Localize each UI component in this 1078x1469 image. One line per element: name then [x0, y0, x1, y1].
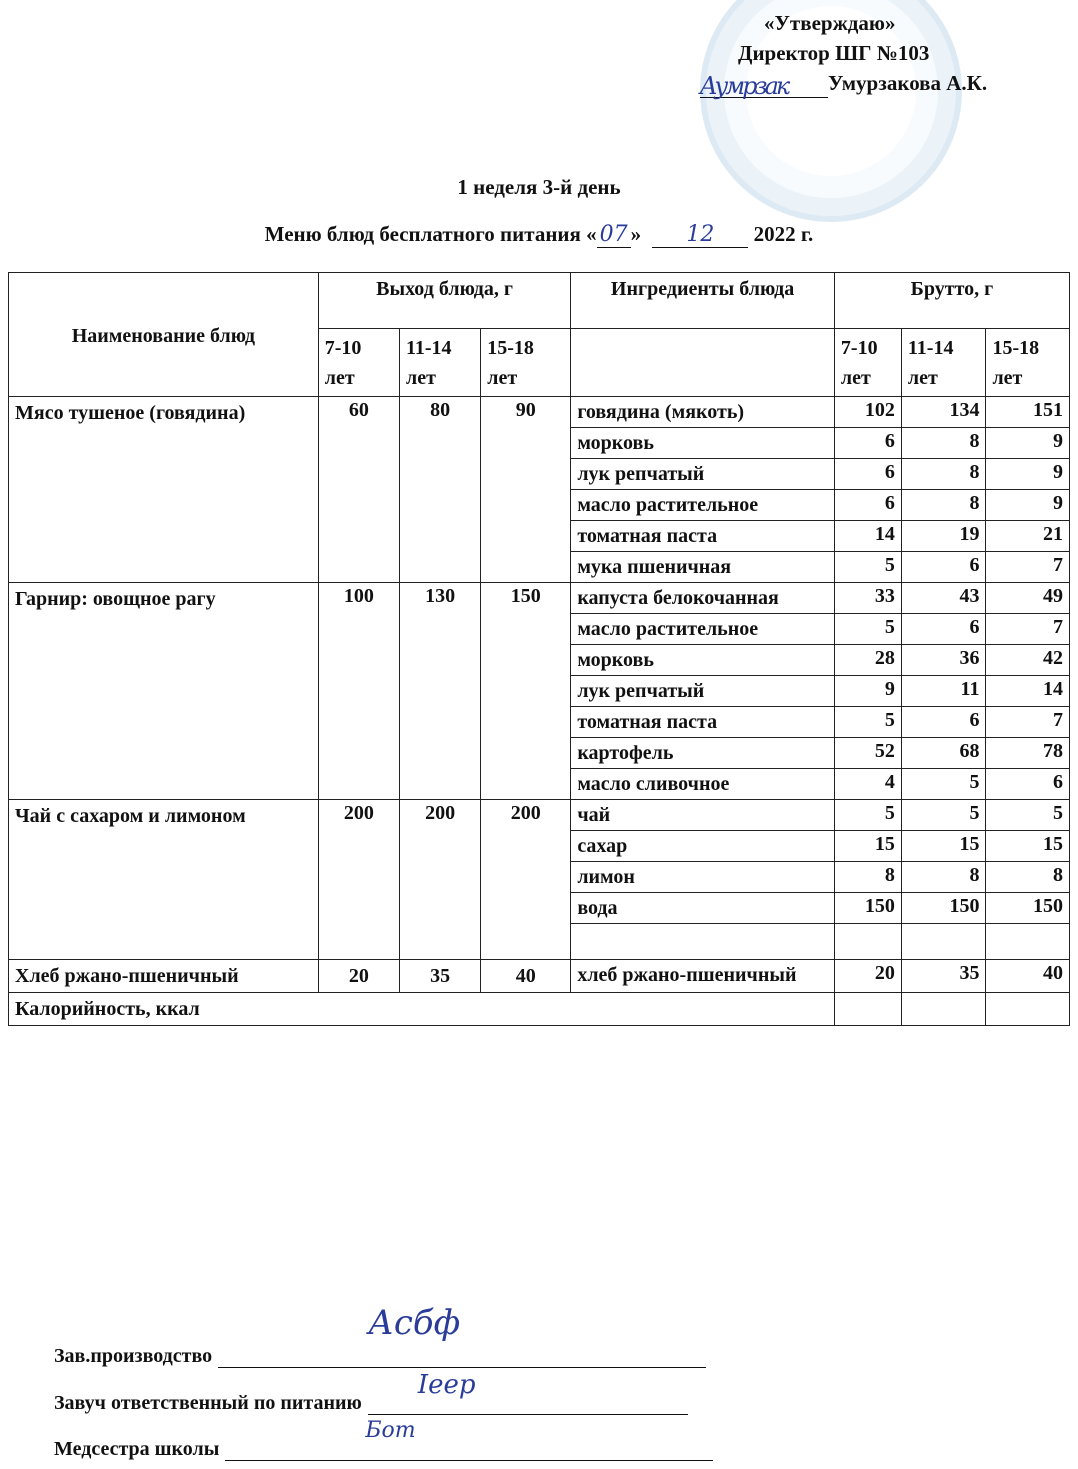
ingredient-brutto: 8: [901, 459, 986, 490]
ingredient-name: морковь: [571, 428, 835, 459]
ingredient-name: морковь: [571, 645, 835, 676]
ingredient-brutto: 134: [901, 397, 986, 428]
ingredient-brutto: 6: [834, 428, 901, 459]
ingredient-brutto: 8: [986, 862, 1070, 893]
dish-output: 60: [318, 397, 399, 583]
ingredient-brutto: [986, 924, 1070, 960]
ingredient-brutto: 28: [834, 645, 901, 676]
ingredient-brutto: 6: [901, 614, 986, 645]
ingredient-brutto: 5: [834, 707, 901, 738]
ingredient-brutto: 7: [986, 614, 1070, 645]
menu-title: [0, 222, 1078, 248]
school-nurse-signature-line: [225, 1418, 713, 1461]
ingredient-name: [571, 924, 835, 960]
menu-month: 12: [652, 222, 748, 248]
signature-school-nurse: [54, 1418, 713, 1461]
ingredient-brutto: 78: [986, 738, 1070, 769]
ingredient-brutto: 8: [901, 490, 986, 521]
ingredient-brutto: 21: [986, 521, 1070, 552]
dish-name: Чай с сахаром и лимоном: [9, 800, 319, 960]
ingredient-brutto: 5: [834, 800, 901, 831]
ingredient-name: капуста белокочанная: [571, 583, 835, 614]
ingredient-name: сахар: [571, 831, 835, 862]
ingredient-name: лук репчатый: [571, 676, 835, 707]
dish-output: 80: [399, 397, 480, 583]
ingredient-brutto: 5: [986, 800, 1070, 831]
dish-output: 200: [399, 800, 480, 960]
ingredient-brutto: 7: [986, 707, 1070, 738]
ingredient-brutto: 5: [834, 614, 901, 645]
calories-11-14: [901, 993, 986, 1026]
production-head-label: Зав.производство: [54, 1345, 213, 1367]
calories-7-10: [834, 993, 901, 1026]
col-dish-header: Наименование блюд: [9, 273, 319, 397]
menu-quote-close: »: [630, 222, 642, 246]
ingredient-brutto: 49: [986, 583, 1070, 614]
ingredient-brutto: 6: [986, 769, 1070, 800]
dish-output: 100: [318, 583, 399, 800]
ingredient-brutto: 52: [834, 738, 901, 769]
director-name: Умурзакова А.К.: [828, 71, 988, 95]
approval-title: «Утверждаю»: [764, 11, 896, 35]
ingredient-brutto: 36: [901, 645, 986, 676]
ingredient-brutto: 7: [986, 552, 1070, 583]
ingredient-brutto: 15: [834, 831, 901, 862]
ingredient-brutto: 102: [834, 397, 901, 428]
output-age-11-14: 11-14 лет: [399, 329, 480, 397]
ingredient-brutto: 5: [901, 800, 986, 831]
ingredient-brutto: 40: [986, 960, 1070, 993]
ingredient-brutto: 20: [834, 960, 901, 993]
table-row: [9, 583, 1070, 614]
menu-table: [8, 272, 1070, 1026]
dish-output: 90: [481, 397, 571, 583]
ingredient-brutto: 9: [986, 459, 1070, 490]
ingredient-brutto: 6: [834, 459, 901, 490]
dish-output: 150: [481, 583, 571, 800]
calories-label: Калорийность, ккал: [9, 993, 835, 1026]
output-age-7-10: 7-10 лет: [318, 329, 399, 397]
table-row: [9, 800, 1070, 831]
ingredient-name: масло сливочное: [571, 769, 835, 800]
ingredient-brutto: 11: [901, 676, 986, 707]
ingredient-brutto: 9: [986, 428, 1070, 459]
ingredient-brutto: 150: [901, 893, 986, 924]
ingredient-brutto: 5: [834, 552, 901, 583]
col-brutto-header: Брутто, г: [834, 273, 1069, 329]
dish-name: Мясо тушеное (говядина): [9, 397, 319, 583]
calories-15-18: [986, 993, 1070, 1026]
approval-block: [700, 8, 1060, 98]
menu-title-prefix: Меню блюд бесплатного питания «: [264, 222, 597, 246]
ingredient-brutto: 8: [901, 428, 986, 459]
ingredient-brutto: 4: [834, 769, 901, 800]
ingredient-brutto: 6: [834, 490, 901, 521]
director-signature-line: [700, 72, 828, 100]
ingredient-name: томатная паста: [571, 707, 835, 738]
dish-name: Хлеб ржано-пшеничный: [9, 960, 319, 993]
ingredient-name: картофель: [571, 738, 835, 769]
col-output-header: Выход блюда, г: [318, 273, 571, 329]
output-age-15-18: 15-18 лет: [481, 329, 571, 397]
ingredient-brutto: 150: [986, 893, 1070, 924]
ingredient-name: масло растительное: [571, 490, 835, 521]
ingredient-brutto: 15: [986, 831, 1070, 862]
ingredient-name: масло растительное: [571, 614, 835, 645]
ingredient-name: мука пшеничная: [571, 552, 835, 583]
dish-output: 200: [318, 800, 399, 960]
school-nurse-signature: Бот: [365, 1418, 416, 1443]
col-ingredients-header: Ингредиенты блюда: [571, 273, 835, 329]
ingredient-brutto: 9: [834, 676, 901, 707]
ingredient-brutto: 151: [986, 397, 1070, 428]
ingredient-brutto: 19: [901, 521, 986, 552]
menu-year: 2022 г.: [753, 222, 814, 246]
ingredient-brutto: 6: [901, 552, 986, 583]
menu-day: 07: [597, 222, 631, 248]
ingredient-brutto: 15: [901, 831, 986, 862]
ingredient-brutto: 6: [901, 707, 986, 738]
brutto-age-15-18: 15-18 лет: [986, 329, 1070, 397]
approval-position: Директор ШГ №103: [738, 41, 930, 65]
ingredient-brutto: 42: [986, 645, 1070, 676]
ingredient-brutto: 43: [901, 583, 986, 614]
signature-production-head: [54, 1303, 706, 1368]
ingredient-brutto: 14: [834, 521, 901, 552]
meal-supervisor-signature: Іеер: [417, 1370, 476, 1400]
ingredient-brutto: 5: [901, 769, 986, 800]
ingredients-subheader-empty: [571, 329, 835, 397]
week-day-title: 1 неделя 3-й день: [457, 175, 621, 199]
ingredient-brutto: 33: [834, 583, 901, 614]
ingredient-brutto: 14: [986, 676, 1070, 707]
dish-name: Гарнир: овощное рагу: [9, 583, 319, 800]
ingredient-name: лимон: [571, 862, 835, 893]
ingredient-brutto: [834, 924, 901, 960]
dish-output: 35: [399, 960, 480, 993]
ingredient-brutto: 8: [901, 862, 986, 893]
ingredient-brutto: 9: [986, 490, 1070, 521]
production-head-signature-line: [218, 1303, 706, 1368]
ingredient-name: вода: [571, 893, 835, 924]
director-signature: Aумрзак: [700, 72, 788, 100]
ingredient-brutto: 35: [901, 960, 986, 993]
calories-row: [9, 993, 1070, 1026]
ingredient-name: лук репчатый: [571, 459, 835, 490]
brutto-age-11-14: 11-14 лет: [901, 329, 986, 397]
table-row: [9, 960, 1070, 993]
menu-table-body: [9, 397, 1070, 993]
ingredient-brutto: 150: [834, 893, 901, 924]
school-nurse-label: Медсестра школы: [54, 1438, 220, 1460]
ingredient-name: чай: [571, 800, 835, 831]
dish-output: 40: [481, 960, 571, 993]
dish-output: 130: [399, 583, 480, 800]
brutto-age-7-10: 7-10 лет: [834, 329, 901, 397]
ingredient-brutto: [901, 924, 986, 960]
table-row: [9, 397, 1070, 428]
signature-meal-supervisor: [54, 1370, 688, 1415]
ingredient-brutto: 8: [834, 862, 901, 893]
production-head-signature: Асбф: [368, 1303, 461, 1343]
ingredient-name: хлеб ржано-пшеничный: [571, 960, 835, 993]
dish-output: 20: [318, 960, 399, 993]
ingredient-name: говядина (мякоть): [571, 397, 835, 428]
dish-output: 200: [481, 800, 571, 960]
ingredient-brutto: 68: [901, 738, 986, 769]
ingredient-name: томатная паста: [571, 521, 835, 552]
meal-supervisor-label: Завуч ответственный по питанию: [54, 1392, 362, 1414]
meal-supervisor-signature-line: [368, 1370, 688, 1415]
